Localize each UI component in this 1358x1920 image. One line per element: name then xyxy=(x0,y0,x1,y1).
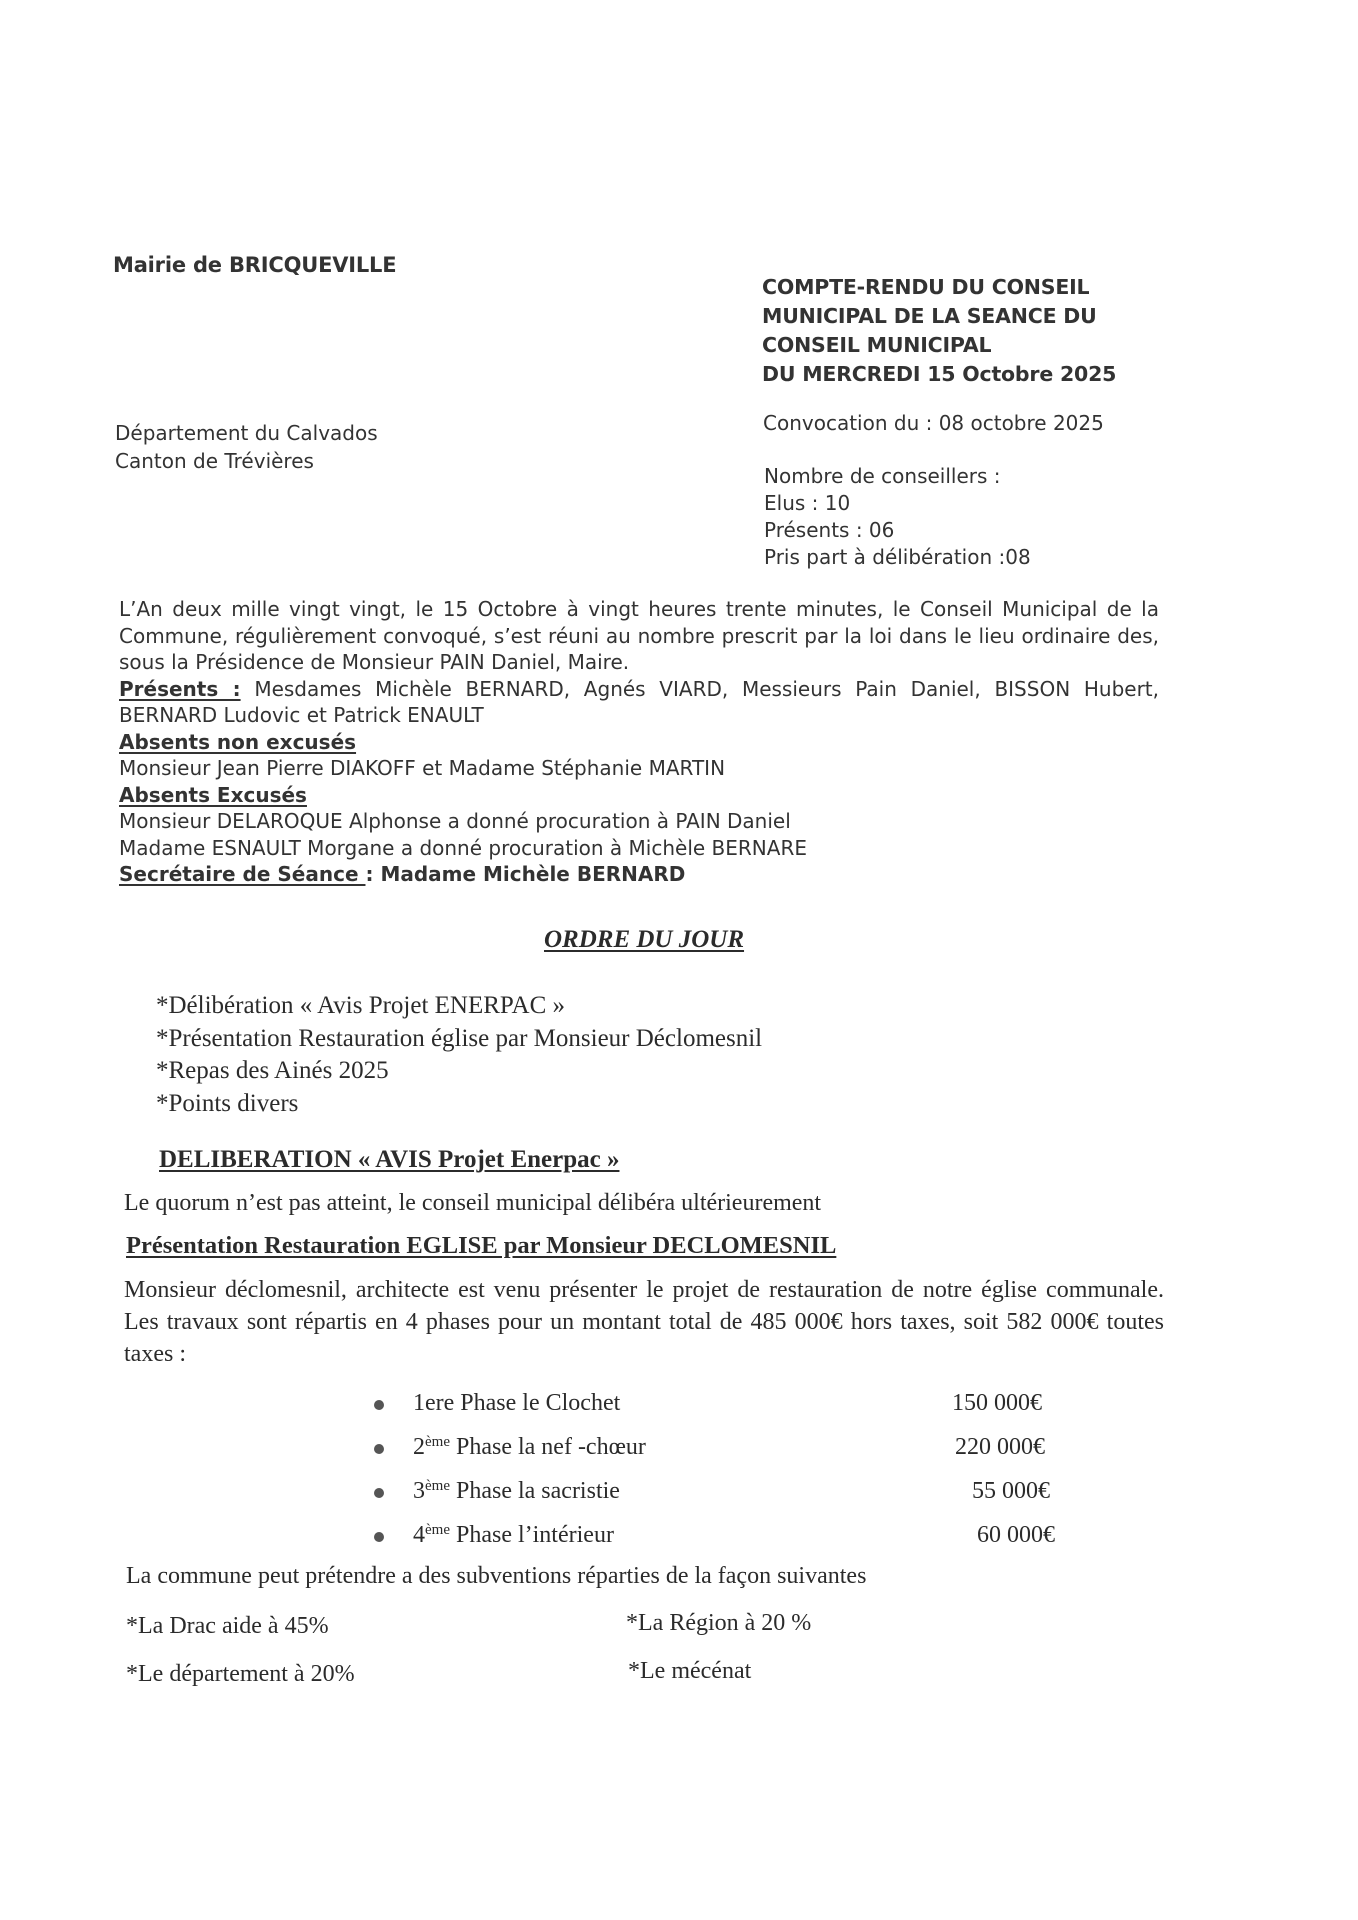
presents-count: Présents : 06 xyxy=(764,518,895,542)
departement-text: Département du Calvados xyxy=(115,421,378,445)
bullet-icon xyxy=(374,1400,384,1410)
bullet-icon xyxy=(374,1444,384,1454)
phase-label: 4ème Phase l’intérieur xyxy=(413,1522,614,1548)
subventions-intro: La commune peut prétendre a des subventions réparties de la façon suivantes xyxy=(126,1563,867,1589)
secretaire-label: Secrétaire de Séance xyxy=(119,862,366,886)
phase-amount: 150 000€ xyxy=(952,1390,1042,1416)
subvention-item: *La Région à 20 % xyxy=(626,1610,812,1636)
department-block xyxy=(115,419,378,475)
subvention-item: *Le département à 20% xyxy=(126,1661,355,1687)
ordre-du-jour-title: ORDRE DU JOUR xyxy=(544,926,745,953)
presents-paragraph xyxy=(119,676,1159,729)
pris-part-count: Pris part à délibération :08 xyxy=(764,545,1031,569)
agenda-item: *Délibération « Avis Projet ENERPAC » xyxy=(156,992,566,1019)
preamble-text: L’An deux mille vingt vingt, le 15 Octobre à vingt heures trente minutes, le Conseil Municipal de la Commune, régulièrement convoqué, s’est réuni au nombre prescrit par la loi dans le lieu ordinaire des, sous la Présidence de Monsieur PAIN Daniel, Maire. xyxy=(119,597,1159,674)
convocation-date: Convocation du : 08 octobre 2025 xyxy=(763,411,1104,435)
eglise-text: Monsieur déclomesnil, architecte est venu présenter le projet de restauration de notre église communale. Les travaux sont répartis en 4 phases pour un montant total de 485 000€ hors taxes, soit 582 000€ toutes taxes : xyxy=(124,1277,1164,1367)
subvention-item: *La Drac aide à 45% xyxy=(126,1613,329,1639)
phase-label: 1ere Phase le Clochet xyxy=(413,1390,621,1416)
phase-amount: 60 000€ xyxy=(977,1522,1055,1548)
bullet-icon xyxy=(374,1488,384,1498)
phase-amount: 55 000€ xyxy=(972,1478,1050,1504)
ordre-du-jour-list xyxy=(156,990,762,1120)
absent-excuse-line: Madame ESNAULT Morgane a donné procuration à Michèle BERNARE xyxy=(119,835,807,860)
bullet-icon xyxy=(374,1532,384,1542)
absent-excuse-line: Monsieur DELAROQUE Alphonse a donné procuration à PAIN Daniel xyxy=(119,809,791,833)
title-line: MUNICIPAL DE LA SEANCE DU xyxy=(762,304,1097,328)
presents-names: Mesdames Michèle BERNARD, Agnés VIARD, Messieurs Pain Daniel, BISSON Hubert, BERNARD Ludovic et Patrick ENAULT xyxy=(119,676,1160,727)
councillor-counts xyxy=(764,463,1031,571)
attendance-section xyxy=(119,596,1159,888)
phase-label: 2ème Phase la nef -chœur xyxy=(413,1434,646,1460)
agenda-item: *Repas des Ainés 2025 xyxy=(156,1057,389,1084)
deliberation-title: DELIBERATION « AVIS Projet Enerpac » xyxy=(159,1146,620,1173)
phase-label: 3ème Phase la sacristie xyxy=(413,1478,620,1504)
absents-excuses-label: Absents Excusés xyxy=(119,782,307,807)
subvention-item: *Le mécénat xyxy=(628,1658,752,1684)
document-title xyxy=(762,273,1116,389)
phase-amount: 220 000€ xyxy=(955,1434,1045,1460)
absents-non-excuses-label: Absents non excusés xyxy=(119,729,357,754)
agenda-item: *Points divers xyxy=(156,1089,299,1117)
agenda-item: *Présentation Restauration église par Monsieur Déclomesnil xyxy=(156,1024,763,1052)
mairie-name: Mairie de BRICQUEVILLE xyxy=(113,253,397,277)
canton-text: Canton de Trévières xyxy=(115,449,314,473)
presents-label: Présents : xyxy=(119,676,241,701)
deliberation-text: Le quorum n’est pas atteint, le conseil municipal délibéra ultérieurement xyxy=(124,1190,822,1216)
counts-label: Nombre de conseillers : xyxy=(764,464,1001,488)
title-line: DU MERCREDI 15 Octobre 2025 xyxy=(762,362,1117,386)
elus-count: Elus : 10 xyxy=(764,491,851,515)
title-line: CONSEIL MUNICIPAL xyxy=(762,333,992,357)
title-line: COMPTE-RENDU DU CONSEIL xyxy=(762,275,1090,299)
eglise-title: Présentation Restauration EGLISE par Monsieur DECLOMESNIL xyxy=(126,1232,837,1259)
absents-non-excuses-names: Monsieur Jean Pierre DIAKOFF et Madame Stéphanie MARTIN xyxy=(119,756,726,780)
secretaire-value: : Madame Michèle BERNARD xyxy=(365,862,686,886)
